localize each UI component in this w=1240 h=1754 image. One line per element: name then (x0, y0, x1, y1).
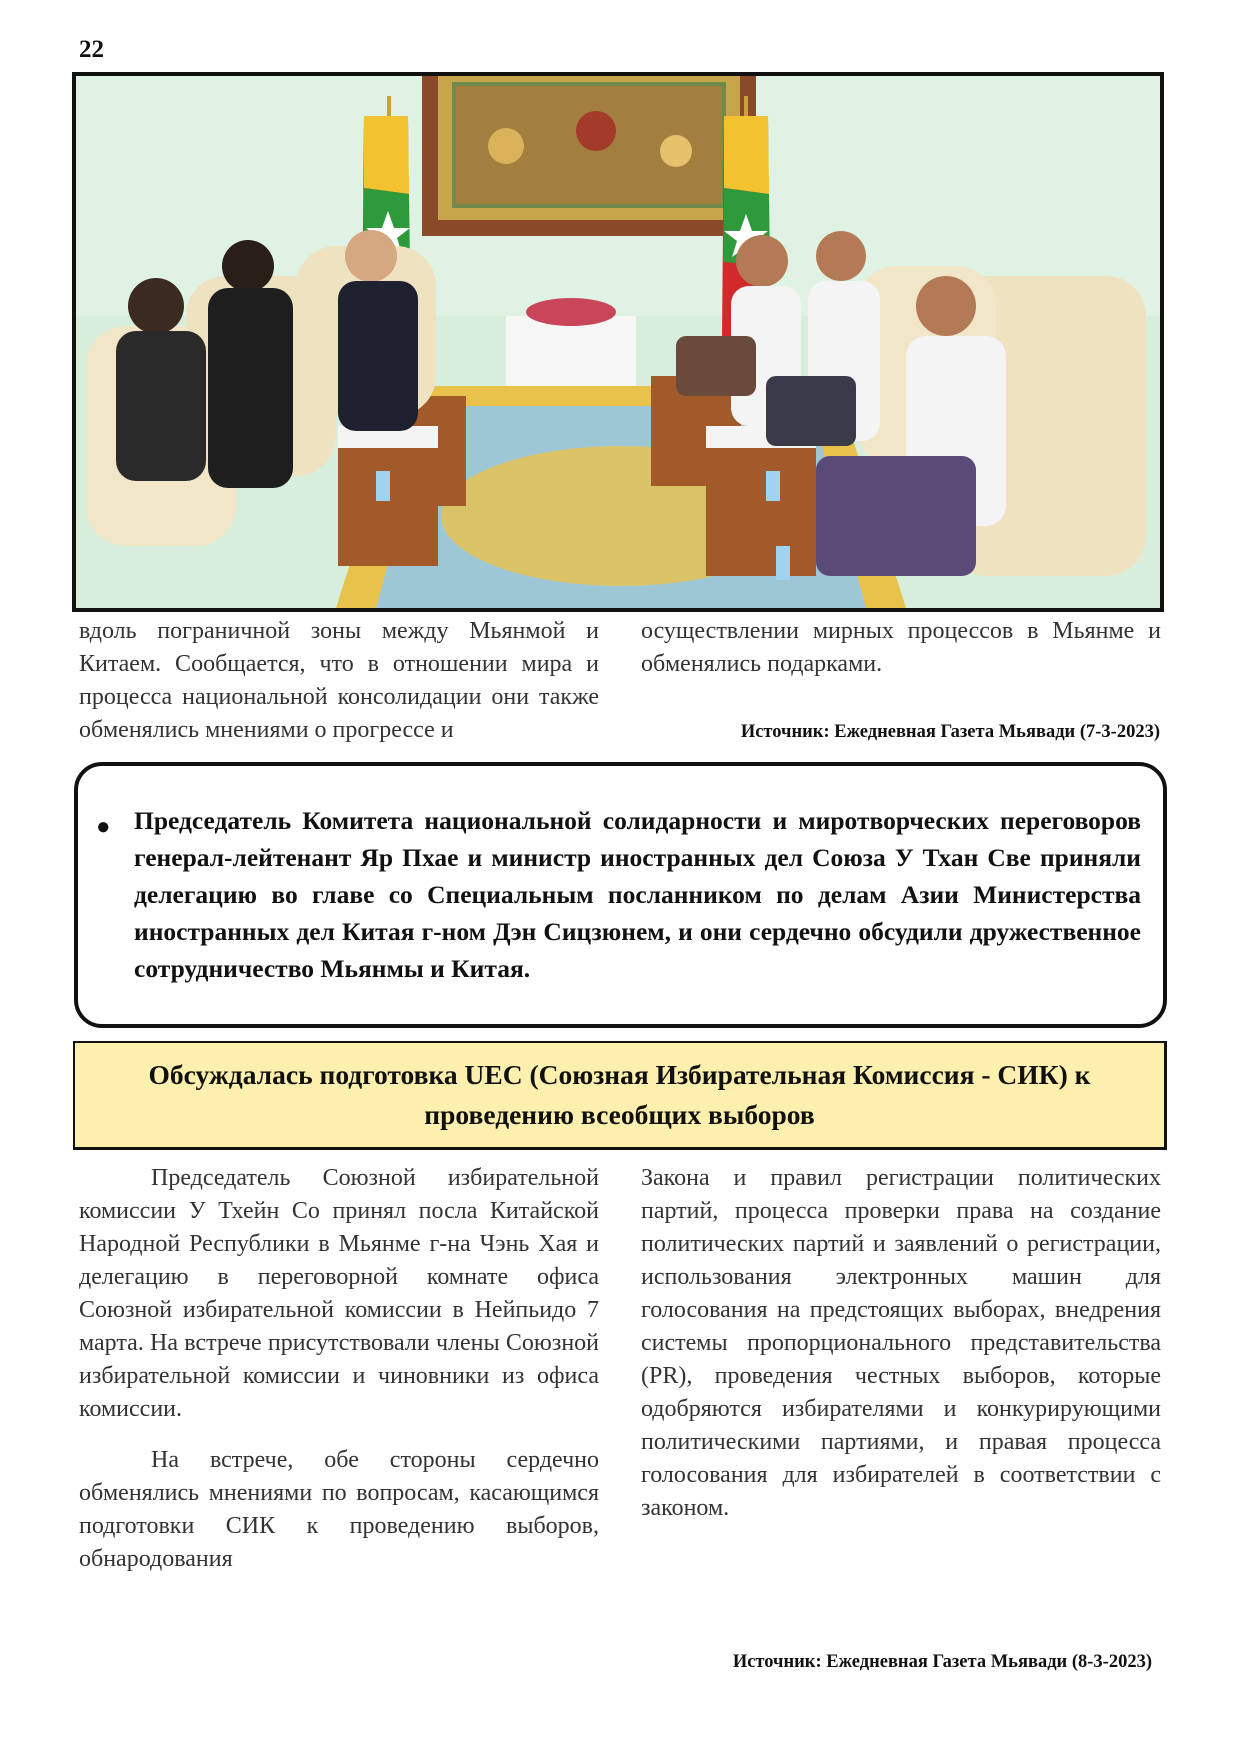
article2-right-text: Закона и правил регистрации политических партий, процесса проверки права на создание политических партий и заявлений о регистрации, использования электронных машин для голосования на предстоящих выборах, внедрения системы пропорционального представительства (PR), проведения честных выборов, которые одобряются избирателями и конкурирующими политическими партиями, и правая процесса голосования для избирателей в соответствии с законом. (641, 1165, 1161, 1521)
article2-left-column (79, 1162, 599, 1576)
article1-left-column (79, 615, 599, 747)
article2-source: Источник: Ежедневная Газета Мьявади (8-3-2023) (732, 1652, 1152, 1672)
highlight-box (74, 762, 1167, 1028)
article2-title-band (73, 1041, 1167, 1150)
article2-title: Обсуждалась подготовка UEC (Союзная Избирательная Комиссия - СИК) к проведению всеобщих выборов (148, 1059, 1091, 1130)
meeting-photo (72, 72, 1164, 612)
article1-right-column (641, 615, 1161, 681)
page-number: 22 (79, 36, 104, 63)
wall-painting (422, 76, 756, 236)
article1-right-text: осуществлении мирных процессов в Мьянме и обменялись подарками. (641, 618, 1161, 677)
bullet-icon: ● (96, 814, 111, 840)
article2-left-paragraph-1: Председатель Союзной избирательной комиссии У Тхейн Со принял посла Китайской Народной Республики в Мьянме г-на Чэнь Хая и делегацию в переговорной комнате офиса Союзной избирательной комиссии в Нейпьидо 7 марта. На встрече присутствовали члены Союзной избирательной комиссии и чиновники из офиса комиссии. (79, 1165, 599, 1422)
highlight-text: Председатель Комитета национальной солидарности и миротворческих переговоров генерал-лейтенант Яр Пхае и министр иностранных дел Союза У Тхан Све приняли делегацию во главе со Специальным посланником по делам Азии Министерства иностранных дел Китая г-ном Дэн Сицзюнем, и они сердечно обсудили дружественное сотрудничество Мьянмы и Китая. (134, 806, 1141, 983)
article2-left-paragraph-2: На встрече, обе стороны сердечно обменялись мнениями по вопросам, касающимся подготовки СИК к проведению выборов, обнародования (79, 1447, 599, 1572)
article1-source: Источник: Ежедневная Газета Мьявади (7-3-2023) (740, 722, 1160, 742)
article2-right-column (641, 1162, 1161, 1525)
meeting-photo-illustration (76, 76, 1160, 608)
article1-left-text: вдоль пограничной зоны между Мьянмой и Китаем. Сообщается, что в отношении мира и процесса национальной консолидации они также обменялись мнениями о прогрессе и (79, 618, 599, 743)
